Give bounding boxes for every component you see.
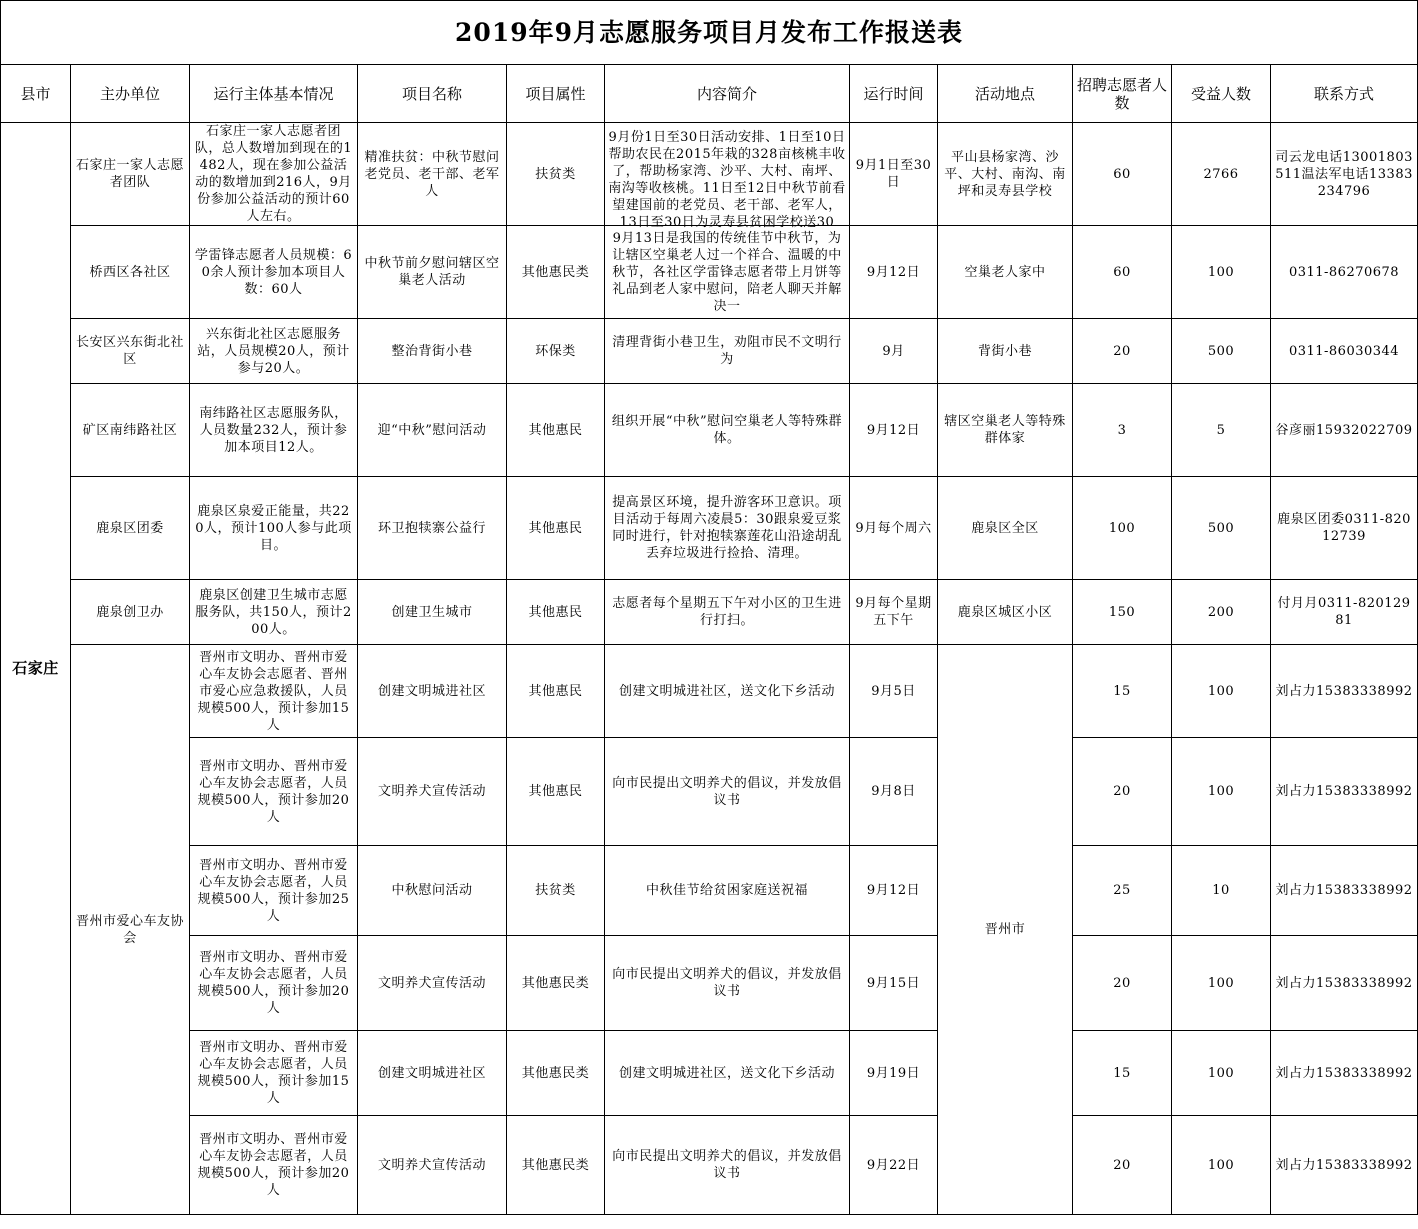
contact-cell: 0311-86030344 bbox=[1271, 319, 1418, 384]
project-attr-cell: 环保类 bbox=[507, 319, 605, 384]
project-name-cell: 整治背街小巷 bbox=[358, 319, 507, 384]
organizer-cell: 矿区南纬路社区 bbox=[71, 384, 190, 477]
project-name-cell: 精准扶贫：中秋节慰问老党员、老干部、老军人 bbox=[358, 123, 507, 226]
header-project-attr: 项目属性 bbox=[507, 65, 605, 123]
content-intro-text: 9月份1日至30日活动安排、1日至10日帮助农民在2015年栽的328亩核桃丰收了，帮助杨家湾、沙平、大村、南坪、南沟等收核桃。11日至12日中秋节前看望建国前的老党员、老干部、老军人，13日至30日为灵寿县贫困学校送30 bbox=[608, 129, 846, 230]
content-intro-cell bbox=[605, 1031, 850, 1116]
table-row bbox=[1, 1116, 1418, 1215]
contact-cell: 鹿泉区团委0311-82012739 bbox=[1271, 477, 1418, 580]
county-cell: 石家庄 bbox=[1, 123, 71, 1215]
activity-place-cell: 背街小巷 bbox=[938, 319, 1073, 384]
volunteer-count-cell: 3 bbox=[1073, 384, 1172, 477]
contact-cell: 刘占力15383338992 bbox=[1271, 645, 1418, 738]
header-project-name: 项目名称 bbox=[358, 65, 507, 123]
beneficiary-count-cell: 100 bbox=[1172, 1031, 1271, 1116]
beneficiary-count-cell: 200 bbox=[1172, 580, 1271, 645]
project-attr-cell: 其他惠民 bbox=[507, 477, 605, 580]
header-organizer: 主办单位 bbox=[71, 65, 190, 123]
beneficiary-count-cell: 2766 bbox=[1172, 123, 1271, 226]
contact-cell: 司云龙电话13001803511温法军电话13383234796 bbox=[1271, 123, 1418, 226]
header-activity-place: 活动地点 bbox=[938, 65, 1073, 123]
run-time-cell: 9月每个周六 bbox=[850, 477, 938, 580]
content-intro-cell bbox=[605, 477, 850, 580]
content-intro-text: 中秋佳节给贫困家庭送祝福 bbox=[645, 883, 808, 898]
operator-basic-cell: 学雷锋志愿者人员规模：60余人预计参加本项目人数：60人 bbox=[190, 226, 358, 319]
activity-place-cell: 晋州市 bbox=[938, 645, 1073, 1215]
header-volunteer-count: 招聘志愿者人数 bbox=[1073, 65, 1172, 123]
beneficiary-count-cell: 100 bbox=[1172, 226, 1271, 319]
project-attr-cell: 扶贫类 bbox=[507, 123, 605, 226]
run-time-cell: 9月8日 bbox=[850, 738, 938, 846]
table-row bbox=[1, 1031, 1418, 1116]
contact-cell: 谷彦丽15932022709 bbox=[1271, 384, 1418, 477]
project-name-cell: 文明养犬宣传活动 bbox=[358, 738, 507, 846]
content-intro-text: 创建文明城进社区，送文化下乡活动 bbox=[618, 683, 835, 699]
run-time-cell: 9月22日 bbox=[850, 1116, 938, 1215]
beneficiary-count-cell: 5 bbox=[1172, 384, 1271, 477]
table-row bbox=[1, 319, 1418, 384]
activity-place-cell: 辖区空巢老人等特殊群体家 bbox=[938, 384, 1073, 477]
table-row bbox=[1, 384, 1418, 477]
project-attr-cell: 扶贫类 bbox=[507, 846, 605, 936]
table-row bbox=[1, 123, 1418, 226]
content-intro-cell bbox=[605, 645, 850, 738]
table-row bbox=[1, 936, 1418, 1031]
activity-place-cell: 空巢老人家中 bbox=[938, 226, 1073, 319]
table-row bbox=[1, 846, 1418, 936]
content-intro-cell bbox=[605, 936, 850, 1031]
content-intro-cell bbox=[605, 1116, 850, 1215]
run-time-cell: 9月12日 bbox=[850, 226, 938, 319]
header-contact: 联系方式 bbox=[1271, 65, 1418, 123]
project-attr-cell: 其他惠民 bbox=[507, 738, 605, 846]
project-attr-cell: 其他惠民类 bbox=[507, 1116, 605, 1215]
header-content-intro: 内容简介 bbox=[605, 65, 850, 123]
project-attr-cell: 其他惠民 bbox=[507, 580, 605, 645]
volunteer-count-cell: 60 bbox=[1073, 123, 1172, 226]
volunteer-count-cell: 100 bbox=[1073, 477, 1172, 580]
beneficiary-count-cell: 100 bbox=[1172, 936, 1271, 1031]
project-name-cell: 迎“中秋”慰问活动 bbox=[358, 384, 507, 477]
organizer-cell: 桥西区各社区 bbox=[71, 226, 190, 319]
operator-basic-cell: 南纬路社区志愿服务队，人员数量232人，预计参加本项目12人。 bbox=[190, 384, 358, 477]
project-name-cell: 创建文明城进社区 bbox=[358, 1031, 507, 1116]
content-intro-cell bbox=[605, 319, 850, 384]
content-intro-text: 志愿者每个星期五下午对小区的卫生进行打扫。 bbox=[612, 596, 842, 628]
content-intro-text: 创建文明城进社区，送文化下乡活动 bbox=[618, 1065, 835, 1081]
content-intro-cell bbox=[605, 846, 850, 936]
content-intro-cell bbox=[605, 123, 850, 230]
contact-cell: 刘占力15383338992 bbox=[1271, 936, 1418, 1031]
project-attr-cell: 其他惠民 bbox=[507, 384, 605, 477]
header-run-time: 运行时间 bbox=[850, 65, 938, 123]
project-name-cell: 文明养犬宣传活动 bbox=[358, 1116, 507, 1215]
beneficiary-count-cell: 100 bbox=[1172, 645, 1271, 738]
activity-place-cell: 鹿泉区全区 bbox=[938, 477, 1073, 580]
header-county: 县市 bbox=[1, 65, 71, 123]
project-attr-cell: 其他惠民类 bbox=[507, 936, 605, 1031]
beneficiary-count-cell: 10 bbox=[1172, 846, 1271, 936]
volunteer-count-cell: 25 bbox=[1073, 846, 1172, 936]
operator-basic-cell: 兴东街北社区志愿服务站，人员规模20人，预计参与20人。 bbox=[190, 319, 358, 384]
content-intro-text: 向市民提出文明养犬的倡议，并发放倡议书 bbox=[612, 1149, 842, 1181]
content-intro-cell bbox=[605, 384, 850, 477]
operator-basic-cell: 鹿泉区泉爱正能量，共220人，预计100人参与此项目。 bbox=[190, 477, 358, 580]
operator-basic-cell: 鹿泉区创建卫生城市志愿服务队，共150人，预计200人。 bbox=[190, 580, 358, 645]
volunteer-count-cell: 20 bbox=[1073, 1116, 1172, 1215]
contact-cell: 刘占力15383338992 bbox=[1271, 1116, 1418, 1215]
operator-basic-cell: 晋州市文明办、晋州市爱心车友协会志愿者，人员规模500人，预计参加20人 bbox=[190, 936, 358, 1031]
project-name-cell: 创建文明城进社区 bbox=[358, 645, 507, 738]
volunteer-count-cell: 60 bbox=[1073, 226, 1172, 319]
run-time-cell: 9月19日 bbox=[850, 1031, 938, 1116]
content-intro-text: 9月13日是我国的传统佳节中秋节，为让辖区空巢老人过一个祥合、温暖的中秋节，各社区学雷锋志愿者带上月饼等礼品到老人家中慰问，陪老人聊天并解决一 bbox=[612, 230, 842, 314]
contact-cell: 0311-86270678 bbox=[1271, 226, 1418, 319]
table-row bbox=[1, 645, 1418, 738]
content-intro-text: 向市民提出文明养犬的倡议，并发放倡议书 bbox=[612, 967, 842, 999]
run-time-cell: 9月1日至30日 bbox=[850, 123, 938, 226]
content-intro-text: 组织开展“中秋”慰问空巢老人等特殊群体。 bbox=[611, 414, 843, 446]
contact-cell: 付月月0311-82012981 bbox=[1271, 580, 1418, 645]
content-intro-cell bbox=[605, 226, 850, 319]
volunteer-count-cell: 150 bbox=[1073, 580, 1172, 645]
run-time-cell: 9月5日 bbox=[850, 645, 938, 738]
volunteer-count-cell: 15 bbox=[1073, 645, 1172, 738]
volunteer-count-cell: 15 bbox=[1073, 1031, 1172, 1116]
beneficiary-count-cell: 100 bbox=[1172, 1116, 1271, 1215]
table-row bbox=[1, 226, 1418, 319]
operator-basic-cell: 晋州市文明办、晋州市爱心车友协会志愿者，人员规模500人，预计参加25人 bbox=[190, 846, 358, 936]
run-time-cell: 9月 bbox=[850, 319, 938, 384]
operator-basic-cell: 晋州市文明办、晋州市爱心车友协会志愿者、晋州市爱心应急救援队，人员规模500人，预计参加15人 bbox=[190, 645, 358, 738]
operator-basic-cell: 石家庄一家人志愿者团队，总人数增加到现在的1482人，现在参加公益活动的数增加到216人，9月份参加公益活动的预计60人左右。 bbox=[190, 123, 358, 226]
operator-basic-cell: 晋州市文明办、晋州市爱心车友协会志愿者，人员规模500人，预计参加20人 bbox=[190, 1116, 358, 1215]
beneficiary-count-cell: 500 bbox=[1172, 319, 1271, 384]
organizer-cell: 长安区兴东街北社区 bbox=[71, 319, 190, 384]
table-row bbox=[1, 477, 1418, 580]
project-name-cell: 创建卫生城市 bbox=[358, 580, 507, 645]
project-name-cell: 中秋慰问活动 bbox=[358, 846, 507, 936]
operator-basic-cell: 晋州市文明办、晋州市爱心车友协会志愿者，人员规模500人，预计参加20人 bbox=[190, 738, 358, 846]
operator-basic-cell: 晋州市文明办、晋州市爱心车友协会志愿者，人员规模500人，预计参加15人 bbox=[190, 1031, 358, 1116]
content-intro-text: 向市民提出文明养犬的倡议，并发放倡议书 bbox=[612, 775, 842, 808]
header-operator-basic: 运行主体基本情况 bbox=[190, 65, 358, 123]
organizer-cell: 鹿泉创卫办 bbox=[71, 580, 190, 645]
activity-place-cell: 平山县杨家湾、沙平、大村、南沟、南坪和灵寿县学校 bbox=[938, 123, 1073, 226]
content-intro-text: 清理背街小巷卫生，劝阻市民不文明行为 bbox=[612, 335, 842, 367]
organizer-cell: 石家庄一家人志愿者团队 bbox=[71, 123, 190, 226]
project-name-cell: 中秋节前夕慰问辖区空巢老人活动 bbox=[358, 226, 507, 319]
activity-place-cell: 鹿泉区城区小区 bbox=[938, 580, 1073, 645]
volunteer-count-cell: 20 bbox=[1073, 936, 1172, 1031]
project-name-cell: 环卫抱犊寨公益行 bbox=[358, 477, 507, 580]
content-intro-cell bbox=[605, 580, 850, 645]
header-beneficiary-count: 受益人数 bbox=[1172, 65, 1271, 123]
contact-cell: 刘占力15383338992 bbox=[1271, 738, 1418, 846]
project-name-cell: 文明养犬宣传活动 bbox=[358, 936, 507, 1031]
volunteer-count-cell: 20 bbox=[1073, 319, 1172, 384]
run-time-cell: 9月12日 bbox=[850, 384, 938, 477]
beneficiary-count-cell: 500 bbox=[1172, 477, 1271, 580]
run-time-cell: 9月12日 bbox=[850, 846, 938, 936]
contact-cell: 刘占力15383338992 bbox=[1271, 846, 1418, 936]
project-attr-cell: 其他惠民类 bbox=[507, 226, 605, 319]
organizer-cell: 鹿泉区团委 bbox=[71, 477, 190, 580]
content-intro-text: 提高景区环境，提升游客环卫意识。项目活动于每周六凌晨5：30跟泉爱豆浆同时进行，针对抱犊寨莲花山沿途胡乱丢弃垃圾进行捡拾、清理。 bbox=[612, 495, 842, 561]
run-time-cell: 9月每个星期五下午 bbox=[850, 580, 938, 645]
run-time-cell: 9月15日 bbox=[850, 936, 938, 1031]
contact-cell: 刘占力15383338992 bbox=[1271, 1031, 1418, 1116]
project-attr-cell: 其他惠民类 bbox=[507, 1031, 605, 1116]
project-attr-cell: 其他惠民 bbox=[507, 645, 605, 738]
page-title: 2019年9月志愿服务项目月发布工作报送表 bbox=[1, 1, 1418, 65]
beneficiary-count-cell: 100 bbox=[1172, 738, 1271, 846]
content-intro-cell bbox=[605, 738, 850, 846]
table-row bbox=[1, 738, 1418, 846]
volunteer-count-cell: 20 bbox=[1073, 738, 1172, 846]
table-row bbox=[1, 580, 1418, 645]
organizer-cell: 晋州市爱心车友协会 bbox=[71, 645, 190, 1215]
